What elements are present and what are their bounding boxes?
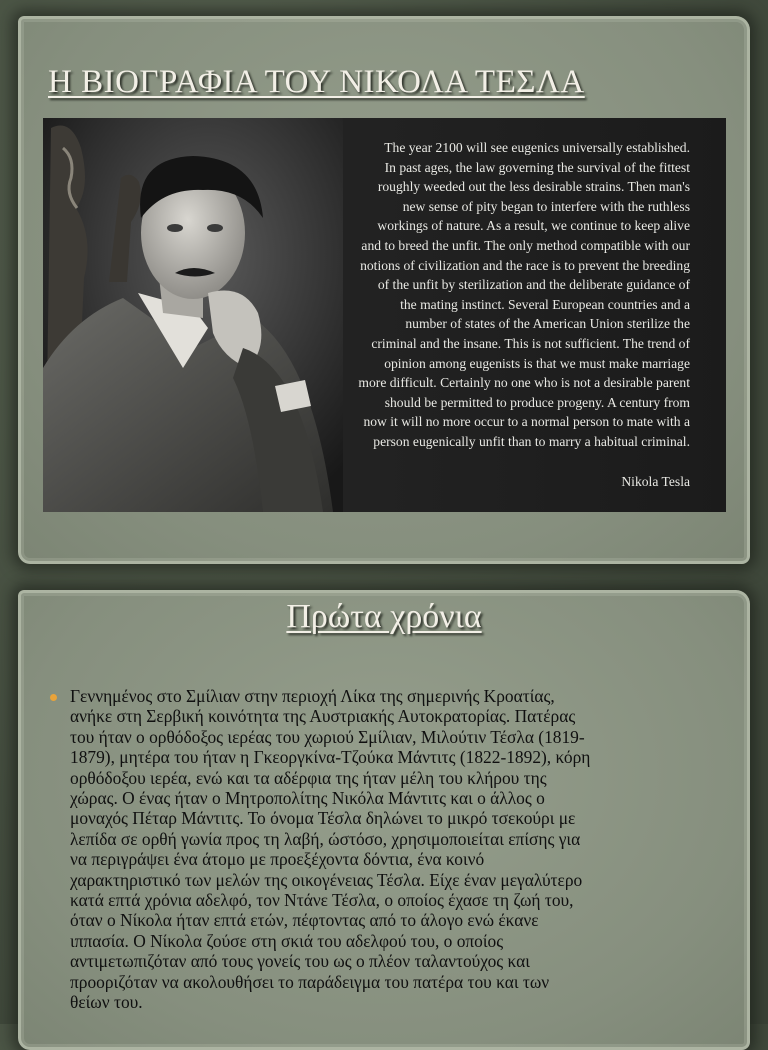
quote-author: Nikola Tesla xyxy=(621,474,690,489)
slide-title: Η ΒΙΟΓΡΑΦΙΑ ΤΟΥ ΝΙΚΟΛΑ ΤΕΣΛΑ xyxy=(48,64,585,100)
tesla-quote: The year 2100 will see eugenics universally established. In past ages, the law governing the survival of the fittest roughly weeded out the less desirable strains. Then man's new sense of pity began to interfere with the ruthless workings of nature. As a result, we continue to keep alive and to breed the unfit. The only method compatible with our notions of civilization and the race is to prevent the breeding of the unfit by sterilization and the deliberate guidance of the mating instinct. Several European countries and a number of states of the American Union sterilize the criminal and the insane. This is not sufficient. The trend of opinion among eugenists is that we must make marriage more difficult. Certainly no one who is not a desirable parent should be permitted to produce progeny. A century from now it will no more occur to a normal person to mate with a person eugenically unfit than to marry a habitual criminal. xyxy=(358,140,690,449)
slide-early-years xyxy=(18,590,750,1050)
orange-dot-icon xyxy=(50,694,57,701)
tesla-portrait xyxy=(43,118,343,512)
tesla-quote-panel xyxy=(43,118,726,512)
slide-biography-title xyxy=(18,16,750,564)
slide-title: Πρώτα χρόνια xyxy=(286,598,482,635)
bullet-list xyxy=(48,686,728,1013)
list-item: Γεννημένος στο Σμίλιαν στην περιοχή Λίκα της σημερινής Κροατίας, ανήκε στη Σερβική κοινότητα της Αυστριακής Αυτοκρατορίας. Πατέρας του ήταν ο ορθόδοξος ιερέας του χωριού Σμίλιαν, Μιλούτιν Τέσλα (1819- 1879), μητέρα του ήταν η Γκεοργκίνα-Τζούκα Μάντιτς (1822-1892), κόρη ορθόδοξου ιερέα, ενώ και τα αδέρφια της ήταν μέλη του κλήρου της χώρας. Ο ένας ήταν ο Μητροπολίτης Νικόλα Μάντιτς και ο άλλος ο μοναχός Πέταρ Μάντιτς. Το όνομα Τέσλα δηλώνει το μικρό τσεκούρι με λεπίδα σε ορθή γωνία προς τη λαβή, ώστόσο, χρησιμοποιείται επίσης για να περιγράψει ένα άτομο με προεξέχοντα δόντια, ένα κοινό χαρακτηριστικό των μελών της οικογένειας Τέσλα. Είχε έναν μεγαλύτερο κατά επτά χρόνια αδελφό, τον Ντάνε Τέσλα, ο οποίος έχασε τη ζωή του, όταν ο Νίκολα ήταν επτά ετών, πέφτοντας από το άλογο ενώ έκανε ιππασία. Ο Νίκολα ζούσε στη σκιά του αδελφού του, ο οποίος αντιμετωπιζόταν από τους γονείς του ως ο πλέον ταλαντούχος και προοριζόταν να ακολουθήσει το παράδειγμα του πατέρα του και των θείων του. xyxy=(48,686,728,1013)
